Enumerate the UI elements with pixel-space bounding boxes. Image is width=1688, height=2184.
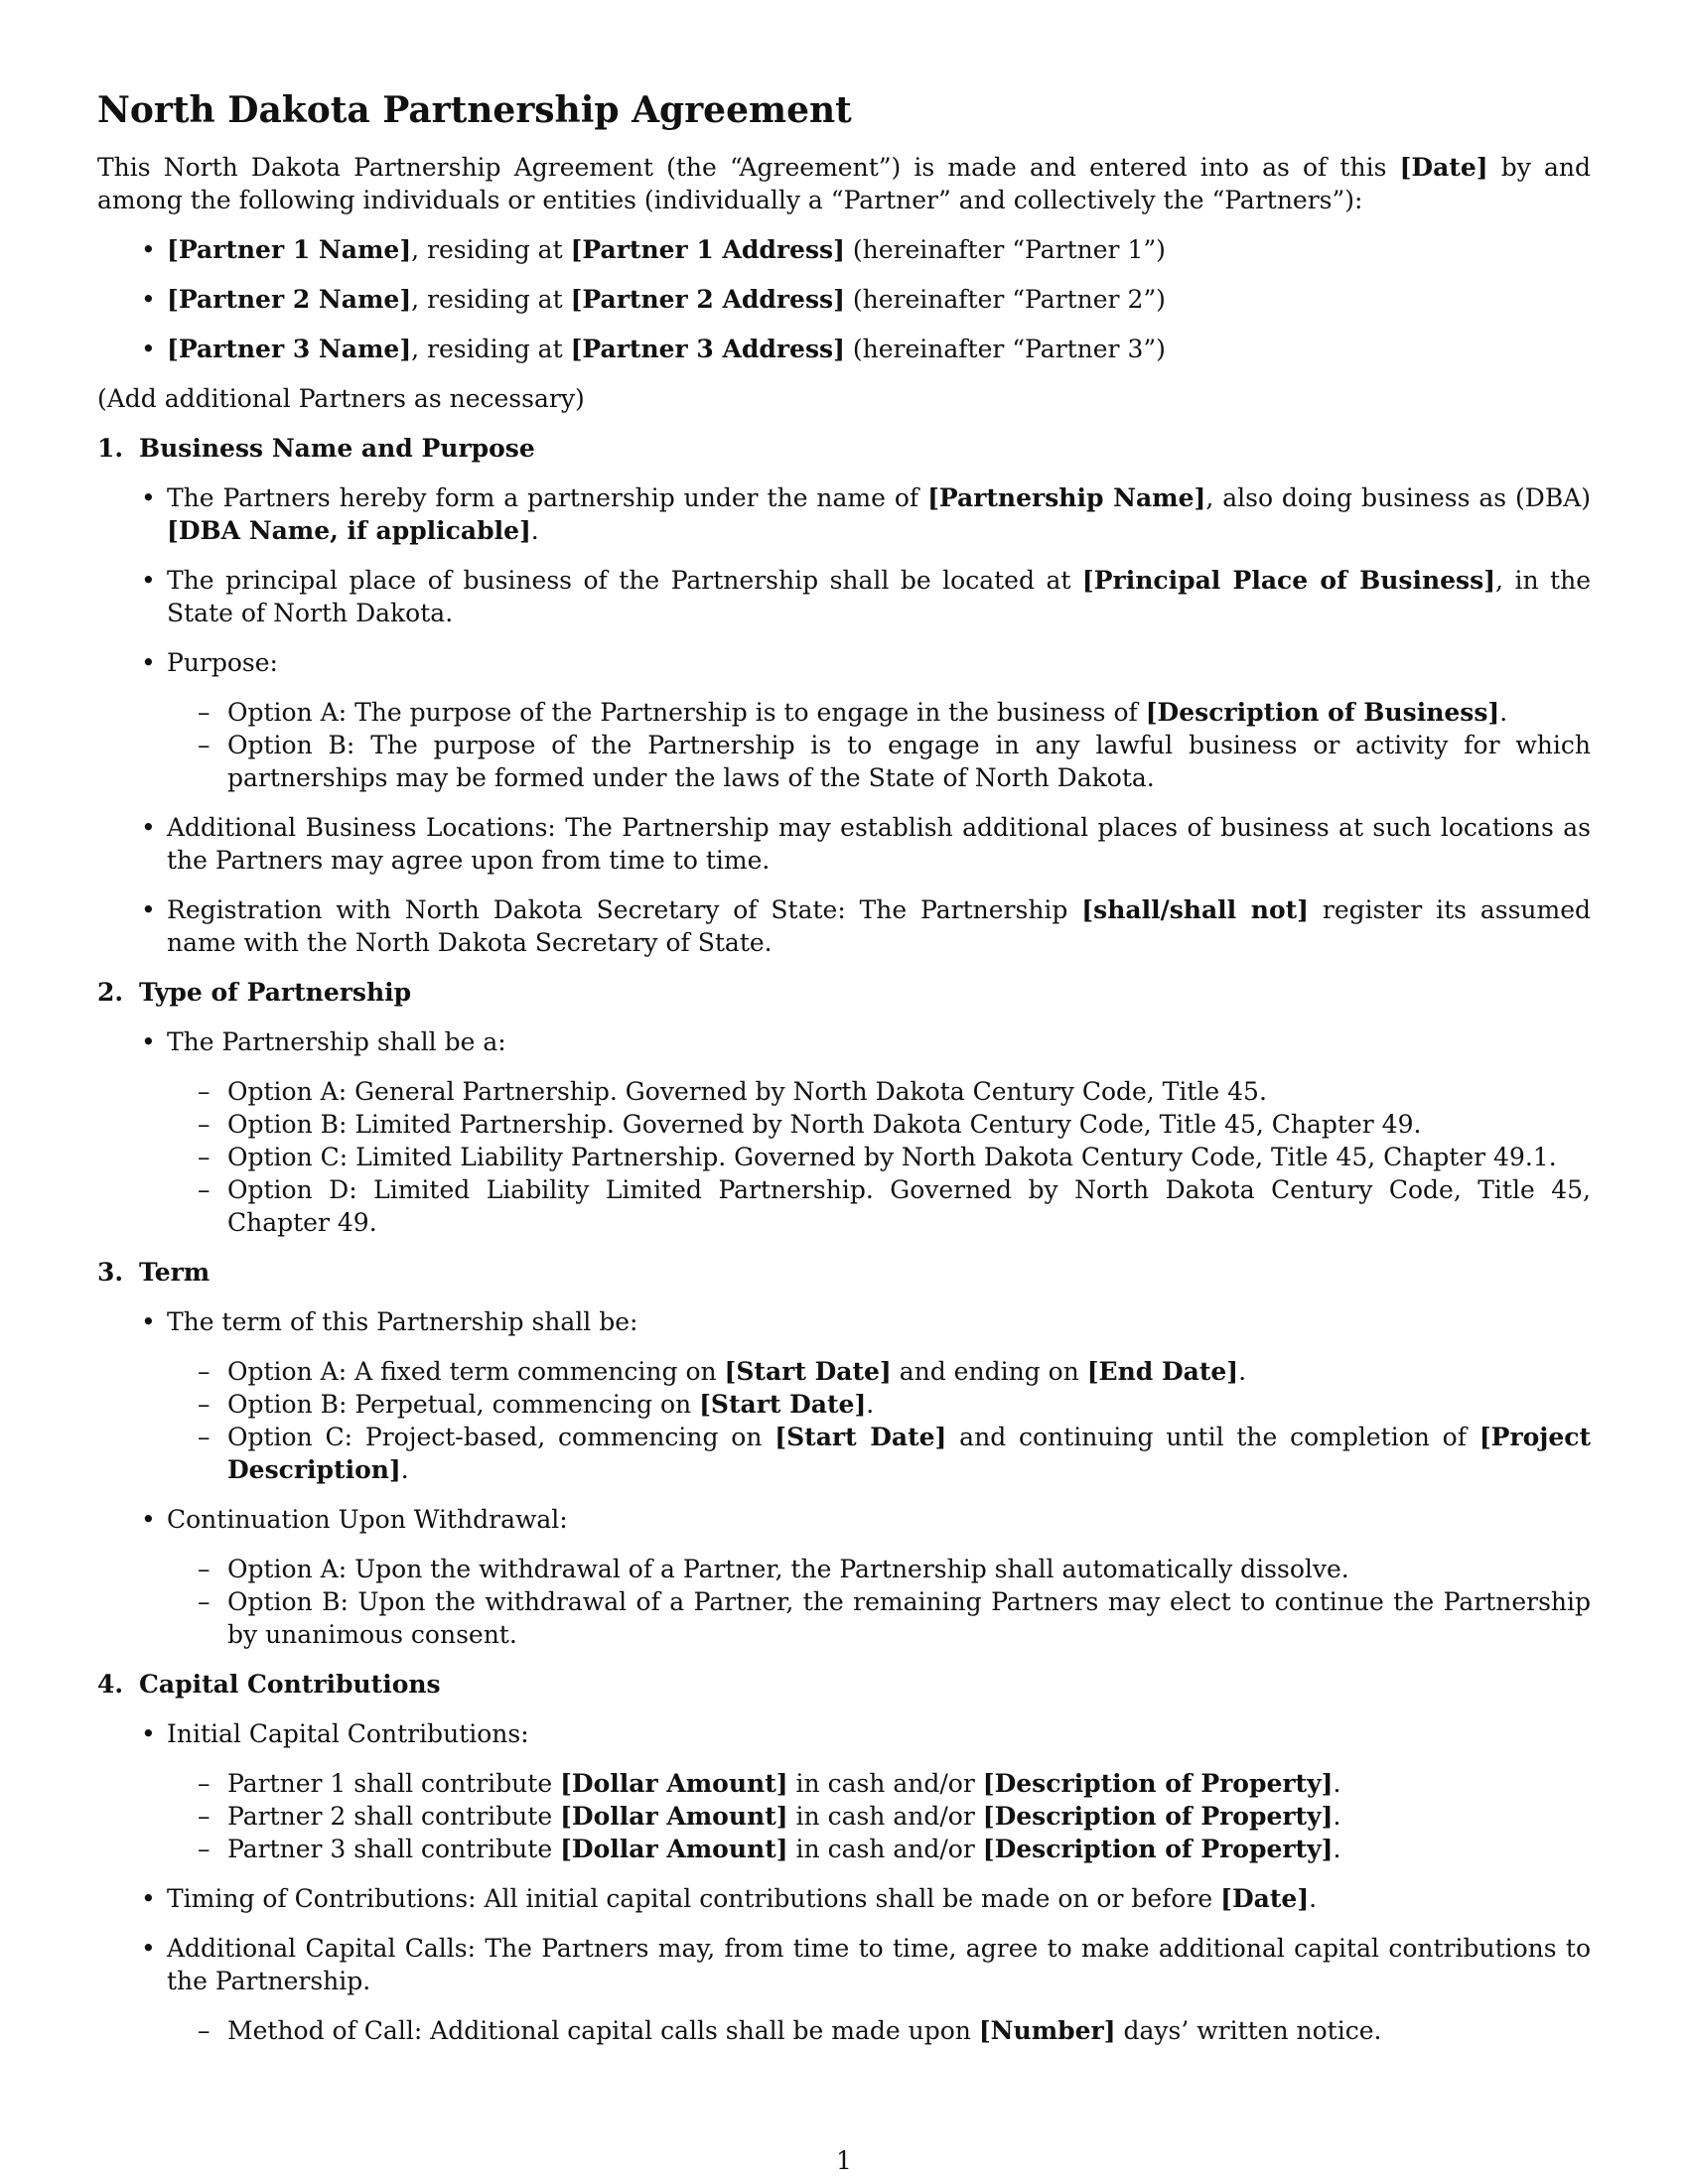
placeholder: [DBA Name, if applicable] [167,516,531,545]
item-text: , in the State of North Dakota. [167,566,1592,627]
item-text: register its assumed name with the North Dakota Secretary of State. [167,895,1592,957]
item-text: . [1309,1884,1318,1913]
item-text: . [1499,698,1508,727]
withdrawal-options [167,1553,1591,1651]
placeholder: [Dollar Amount] [560,1835,788,1863]
item-text: Timing of Contributions: All initial capital contributions shall be made on or before [167,1884,1221,1913]
option-item [227,1421,1591,1486]
capital-call-options [167,2014,1591,2047]
partner-item [167,283,1591,316]
item-text: Registration with North Dakota Secretary of State: The Partnership [167,895,1082,924]
partner-item [167,233,1591,266]
section-heading-3 [97,1256,1591,1289]
item-text: in cash and/or [787,1835,983,1863]
option-item [227,696,1591,729]
section-number: 2. [97,978,124,1007]
option-item: – Option B: The purpose of the Partnership is to engage in any lawful business or activity for which partnerships may be formed under the laws of the State of North Dakota. [227,729,1591,794]
placeholder: [Project Description] [227,1423,1592,1484]
item-text: in cash and/or [787,1769,983,1798]
option-item: – Option B: Limited Partnership. Governed by North Dakota Century Code, Title 45, Chapter 49. [227,1108,1591,1141]
list-item: • Additional Business Locations: The Partnership may establish additional places of business at such locations as the Partners may agree upon from time to time. [167,811,1591,877]
section-3-list [97,1305,1591,1651]
placeholder: [Date] [1220,1884,1310,1913]
placeholder: [Start Date] [724,1357,892,1386]
section-title: Business Name and Purpose [139,434,535,463]
placeholder: [Principal Place of Business] [1081,566,1496,595]
list-item [167,1305,1591,1486]
option-item: – Option B: Upon the withdrawal of a Partner, the remaining Partners may elect to continue the Partnership by unanimous consent. [227,1585,1591,1651]
item-text: Continuation Upon Withdrawal: [167,1505,568,1534]
option-item: – Option A: Upon the withdrawal of a Partner, the Partnership shall automatically dissolve. [227,1553,1591,1585]
option-item: – Option D: Limited Liability Limited Partnership. Governed by North Dakota Century Code, Title 45, Chapter 49. [227,1173,1591,1239]
partners-list [97,233,1591,365]
item-text: , also doing business as (DBA) [1205,483,1592,512]
section-title: Type of Partnership [139,978,412,1007]
item-text: Option A: A fixed term commencing on [227,1357,725,1386]
section-number: 4. [97,1670,124,1699]
list-item [167,1503,1591,1651]
item-text: days’ written notice. [1115,2016,1382,2045]
option-item [227,1767,1591,1800]
date-placeholder: [Date] [1399,153,1488,182]
list-item [167,646,1591,794]
section-heading-4 [97,1668,1591,1701]
list-item [167,1932,1591,2047]
partnership-type-options [167,1075,1591,1239]
option-item [227,1355,1591,1388]
item-text: and ending on [891,1357,1087,1386]
option-item: – Option A: General Partnership. Governed by North Dakota Century Code, Title 45. [227,1075,1591,1108]
item-text: . [866,1390,875,1419]
placeholder: [Partnership Name] [927,483,1206,512]
section-heading-1 [97,432,1591,465]
partner-item [167,333,1591,365]
placeholder: [Description of Property] [982,1802,1334,1831]
item-text: . [1333,1769,1341,1798]
item-text: and continuing until the completion of [946,1423,1479,1451]
partner-address: [Partner 1 Address] [570,235,845,264]
item-text: Purpose: [167,648,278,677]
item-text: . [1333,1802,1341,1831]
item-text: Option B: Perpetual, commencing on [227,1390,700,1419]
item-text: Method of Call: Additional capital calls shall be made upon [227,2016,979,2045]
partner-name: [Partner 1 Name] [167,235,412,264]
item-text: Option A: The purpose of the Partnership is to engage in the business of [227,698,1146,727]
item-text: . [1238,1357,1247,1386]
partner-address: [Partner 2 Address] [570,285,845,314]
partner-name: [Partner 3 Name] [167,335,412,363]
section-title: Term [139,1258,211,1287]
placeholder: [shall/shall not] [1081,895,1309,924]
item-text: Partner 2 shall contribute [227,1802,561,1831]
section-1-list [97,481,1591,959]
intro-text: This North Dakota Partnership Agreement (the “Agreement”) is made and entered into as of this [97,153,1400,182]
option-item: – Option C: Limited Liability Partnership. Governed by North Dakota Century Code, Title 45, Chapter 49.1. [227,1141,1591,1173]
list-item [167,1717,1591,1865]
placeholder: [Dollar Amount] [560,1769,788,1798]
page-number: 1 [836,2146,852,2175]
item-text: Partner 3 shall contribute [227,1835,561,1863]
item-text: Partner 1 shall contribute [227,1769,561,1798]
list-item [167,481,1591,547]
item-text: The Partners hereby form a partnership under the name of [167,483,928,512]
option-item [227,1388,1591,1421]
option-item [227,1833,1591,1865]
add-partners-note: (Add additional Partners as necessary) [97,384,585,413]
partner-text: , residing at [411,285,571,314]
list-item [167,893,1591,959]
placeholder: [Description of Business] [1145,698,1500,727]
option-item [227,1800,1591,1833]
partner-text: , residing at [411,235,571,264]
placeholder: [Dollar Amount] [560,1802,788,1831]
item-text: The Partnership shall be a: [167,1027,506,1056]
purpose-options [167,696,1591,794]
item-text: . [400,1455,409,1484]
partner-text: (hereinafter “Partner 1”) [844,235,1166,264]
placeholder: [End Date] [1086,1357,1239,1386]
item-text: The term of this Partnership shall be: [167,1307,638,1336]
partner-text: (hereinafter “Partner 2”) [844,285,1166,314]
list-item [167,1025,1591,1239]
partner-text: (hereinafter “Partner 3”) [844,335,1166,363]
document-body [97,87,1591,2047]
option-item [227,2014,1591,2047]
item-text: The principal place of business of the Partnership shall be located at [167,566,1082,595]
list-item [167,564,1591,629]
partner-address: [Partner 3 Address] [570,335,845,363]
term-options [167,1355,1591,1486]
section-number: 1. [97,434,124,463]
placeholder: [Description of Property] [982,1769,1334,1798]
item-text: Additional Capital Calls: The Partners may, from time to time, agree to make additional capital contributions to the Partnership. [167,1934,1591,1995]
section-heading-2 [97,976,1591,1009]
list-item [167,1882,1591,1915]
intro-text: by and among the following individuals or entities (individually a “Partner” and collectively the “Partners”): [97,153,1591,214]
partner-name: [Partner 2 Name] [167,285,412,314]
page-title: North Dakota Partnership Agreement [97,89,852,131]
section-4-list [97,1717,1591,2047]
intro-paragraph [97,151,1591,216]
placeholder: [Start Date] [699,1390,867,1419]
item-text: Option C: Project-based, commencing on [227,1423,775,1451]
placeholder: [Number] [978,2016,1116,2045]
section-number: 3. [97,1258,124,1287]
section-title: Capital Contributions [139,1670,441,1699]
placeholder: [Description of Property] [982,1835,1334,1863]
partner-text: , residing at [411,335,571,363]
item-text: . [1333,1835,1341,1863]
item-text: . [530,516,539,545]
section-2-list [97,1025,1591,1239]
placeholder: [Start Date] [774,1423,947,1451]
contribution-options [167,1767,1591,1865]
item-text: in cash and/or [787,1802,983,1831]
item-text: Initial Capital Contributions: [167,1719,529,1748]
